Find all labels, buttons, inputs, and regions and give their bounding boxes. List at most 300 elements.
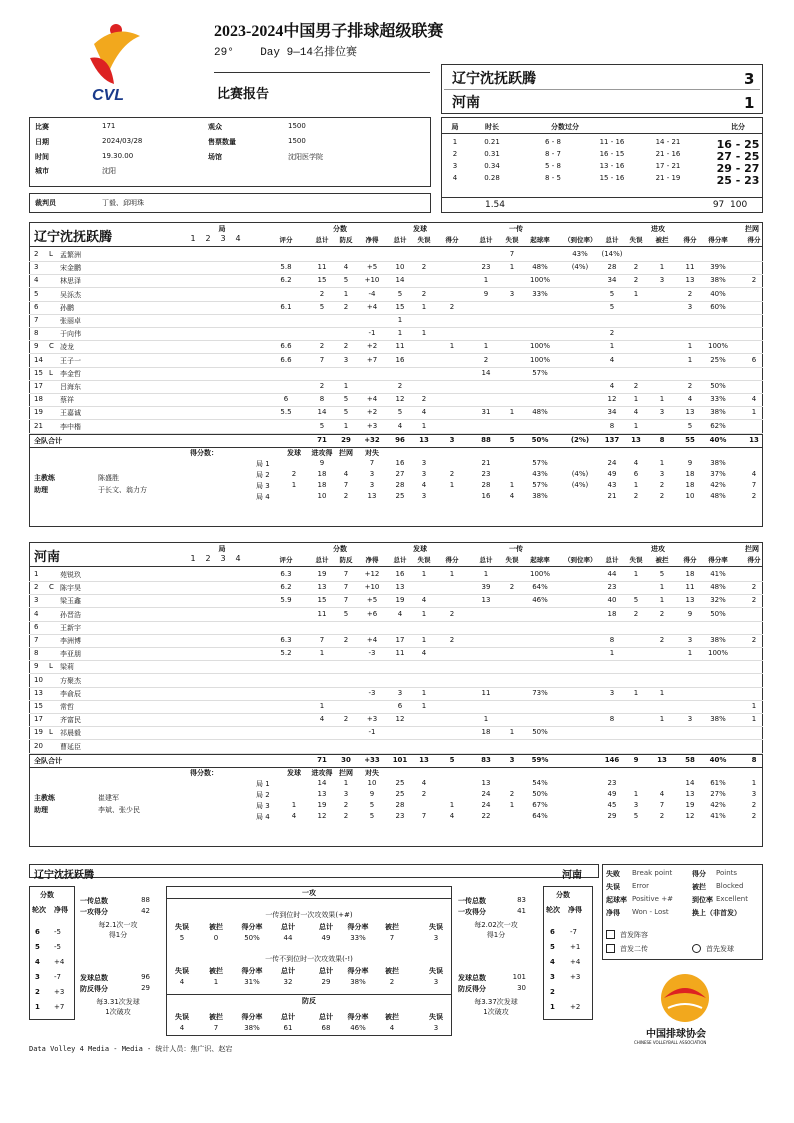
- set-row-cell: 12: [317, 811, 327, 820]
- stat-cell: 3: [687, 302, 693, 311]
- stat-cell: 5: [609, 289, 615, 298]
- yc-df-label: 一攻得分: [80, 908, 108, 916]
- col-set: 局: [218, 225, 226, 233]
- stat-cell: 11: [317, 263, 327, 272]
- stat-cell: 1: [633, 570, 639, 578]
- col-val: 0: [213, 934, 219, 942]
- stat-cell: 40: [607, 596, 617, 605]
- stat-cell: +2: [366, 408, 378, 417]
- set-row-cell: 43: [607, 480, 617, 489]
- set-row-cell: 16: [395, 458, 405, 467]
- rot-val: +1: [570, 943, 581, 951]
- set-row-cell: 23: [395, 811, 405, 820]
- yc-total: 88: [141, 896, 150, 904]
- set-row-cell: 3: [343, 789, 349, 798]
- col-header: 防反: [339, 236, 353, 244]
- stat-cell: 4: [397, 609, 403, 618]
- setter-box: [606, 944, 615, 953]
- player-number: 15: [34, 702, 43, 710]
- col-val: 7: [213, 1024, 219, 1032]
- legend-b3: 首先发球: [706, 945, 734, 953]
- stat-cell: +5: [366, 596, 378, 605]
- rot-val: +3: [54, 988, 65, 996]
- : [29, 274, 763, 275]
- : [29, 393, 763, 394]
- serve-circle: [692, 944, 701, 953]
- stat-cell: 1: [659, 395, 665, 404]
- stat-cell: 8: [609, 636, 615, 644]
- stat-cell: 7: [509, 250, 515, 258]
- stat-cell: 4: [633, 408, 639, 417]
- player-name: 蔡祥: [60, 396, 74, 405]
- stat-cell: 3: [659, 276, 665, 285]
- away-sets-won: 1: [744, 94, 755, 112]
- stat-cell: 1: [659, 583, 665, 592]
- stat-cell: 13: [685, 596, 695, 605]
- set-row-label: 局 2: [256, 790, 270, 799]
- player-name: 孙鹏: [60, 303, 74, 312]
- assistant-label: 助理: [34, 485, 48, 494]
- stat-cell: 11: [395, 342, 405, 351]
- stat-cell: 2: [421, 263, 427, 272]
- stat-cell: 2: [343, 715, 349, 724]
- col-group: 分数: [333, 225, 347, 233]
- set-cell: 13 - 16: [599, 162, 625, 170]
- player-name: 王新宇: [60, 623, 81, 632]
- stat-cell: 6.6: [280, 342, 292, 351]
- rot-lc: 轮次: [546, 906, 560, 914]
- legend-desc: Break point: [632, 869, 673, 877]
- stat-cell: 5: [659, 570, 665, 578]
- total-cell: +33: [364, 755, 380, 764]
- stat-cell: 12: [607, 395, 617, 404]
- set-cell: 1: [452, 138, 458, 146]
- stat-cell: 38%: [710, 276, 726, 285]
- ff: 29: [141, 984, 150, 992]
- total-cell: 58: [685, 755, 695, 764]
- time-label: 时间: [35, 153, 49, 161]
- home-team-name: 辽宁沈抚跃腾: [452, 71, 536, 87]
- player-name: 齐富民: [60, 716, 81, 725]
- col-val: 50%: [244, 934, 260, 942]
- set-row-cell: 29: [607, 811, 617, 820]
- player-number: 4: [34, 609, 39, 618]
- fq-note: 1次破攻: [483, 1008, 509, 1016]
- set-row-cell: 19: [685, 800, 695, 809]
- col-head: 得分率: [241, 1013, 263, 1021]
- col-header: 总计: [393, 556, 407, 564]
- points-col: 进攻得: [311, 768, 333, 777]
- set-row-cell: 2: [633, 491, 639, 500]
- col-val: 32: [283, 978, 293, 986]
- stat-cell: 7: [343, 596, 349, 605]
- total-cell: 3: [449, 435, 455, 444]
- player-name: 张丽卓: [60, 317, 81, 325]
- col-header: 总计: [605, 556, 619, 564]
- stat-cell: 5.8: [280, 263, 292, 272]
- col-set: 局: [218, 545, 226, 553]
- col-header: 得分: [747, 556, 761, 564]
- total-cell: 71: [317, 755, 327, 764]
- set-row-cell: 38%: [710, 458, 726, 467]
- player-name: 苑锐玖: [60, 571, 81, 579]
- col-header: 得分: [747, 236, 761, 244]
- player-number: 3: [34, 596, 39, 605]
- home-sets-won: 3: [744, 70, 755, 88]
- stat-cell: 2: [483, 355, 489, 364]
- col-head: 失误: [429, 1013, 443, 1021]
- stat-cell: 2: [633, 276, 639, 285]
- set-row-cell: 1: [291, 480, 297, 489]
- stat-cell: 1: [659, 688, 665, 697]
- stat-cell: 2: [751, 276, 757, 285]
- col-header: 失误: [417, 556, 431, 564]
- stat-cell: 19: [317, 570, 327, 578]
- col-header: 被拦: [655, 556, 669, 564]
- set-row-cell: 1: [509, 800, 515, 809]
- rot-num: 4: [550, 958, 555, 966]
- report-label: 比赛报告: [217, 87, 270, 102]
- player-name: 祁晨毅: [60, 729, 81, 738]
- set-row-cell: 2: [343, 491, 349, 500]
- stat-cell: 1: [449, 570, 455, 578]
- cvl-logo: [80, 14, 152, 106]
- total-cell: 8: [659, 435, 665, 444]
- stat-cell: 2: [449, 636, 455, 644]
- player-name: 李俞辰: [60, 689, 81, 698]
- stat-cell: 1: [343, 421, 349, 430]
- stat-cell: +4: [366, 395, 378, 404]
- col-set-num: 1: [190, 234, 196, 243]
- match-date: 2024/03/28: [102, 137, 143, 145]
- set-cell: 27 - 25: [716, 150, 760, 163]
- col-header: （到位率）: [564, 556, 597, 564]
- set-cell: 21 - 16: [655, 150, 681, 158]
- player-role: L: [49, 662, 53, 671]
- stat-cell: 1: [687, 355, 693, 364]
- sub-title: 一传到位时一次攻效果(+#): [265, 911, 353, 919]
- stat-cell: 33%: [532, 289, 548, 298]
- set-row-cell: 7: [751, 480, 757, 489]
- stat-cell: +2: [366, 342, 378, 351]
- stat-cell: 48%: [532, 408, 548, 417]
- stat-cell: 6.6: [280, 355, 292, 364]
- col-header: 失误: [629, 556, 643, 564]
- set-row-cell: 2: [343, 811, 349, 820]
- player-number: 14: [34, 355, 43, 364]
- yc-note: 得1分: [108, 931, 128, 939]
- stat-cell: 11: [685, 583, 695, 592]
- col-header: 起球率: [530, 236, 550, 244]
- col-head: 总计: [281, 923, 295, 931]
- col-head: 得分率: [241, 923, 263, 931]
- set-cell: 8 - 7: [545, 150, 561, 158]
- set-cell: 16 - 25: [716, 138, 760, 151]
- fq-total: 101: [512, 973, 526, 981]
- col-head: 被拦: [385, 1013, 399, 1021]
- stat-cell: 4: [751, 395, 757, 404]
- player-number: 6: [34, 302, 39, 311]
- stat-cell: 38%: [710, 408, 726, 417]
- match-info: [29, 117, 431, 187]
- stat-cell: +3: [366, 421, 378, 430]
- stat-cell: +6: [366, 609, 378, 618]
- stat-cell: 62%: [710, 421, 726, 430]
- stat-cell: 4: [421, 649, 427, 658]
- col-group: 分数: [333, 545, 347, 553]
- : [29, 713, 763, 714]
- stat-cell: 2: [319, 382, 325, 390]
- total-cell: 59%: [531, 755, 549, 764]
- set-row-cell: 25: [395, 789, 405, 798]
- : [29, 739, 763, 740]
- player-number: 3: [34, 263, 39, 272]
- stat-cell: 5: [397, 408, 403, 417]
- stat-cell: 1: [421, 329, 427, 338]
- col-set-num: 4: [235, 234, 241, 243]
- head-coach: 陈盛胜: [98, 473, 119, 482]
- set-row-cell: 28: [481, 480, 491, 489]
- rot-num: 1: [35, 1003, 40, 1011]
- set-row-cell: 18: [685, 480, 695, 489]
- player-number: 17: [34, 382, 43, 390]
- cva-name: 中国排球协会: [646, 1029, 706, 1040]
- stat-cell: 1: [397, 329, 403, 338]
- set-row-cell: 57%: [532, 458, 548, 467]
- points-col: 对失: [365, 448, 379, 457]
- total-cell: 137: [604, 435, 620, 444]
- set-cell: 8 - 5: [545, 174, 561, 182]
- set-row-cell: 3: [659, 469, 665, 478]
- : [29, 367, 763, 368]
- col-header: 失误: [629, 236, 643, 244]
- col-header: 总计: [479, 236, 493, 244]
- player-number: 4: [34, 276, 39, 285]
- stat-cell: 2: [751, 583, 757, 592]
- away-team-name: 河南: [452, 95, 480, 111]
- stat-cell: 100%: [529, 570, 550, 578]
- set-row-cell: 43%: [532, 469, 548, 478]
- set-row-cell: 13: [317, 789, 327, 798]
- stat-cell: -1: [368, 329, 376, 338]
- player-name: 于向伟: [60, 330, 81, 339]
- fq-total-label: 发球总数: [458, 974, 486, 982]
- col-val: 49: [321, 934, 331, 942]
- fq-total: 96: [141, 973, 150, 981]
- stat-cell: 1: [509, 263, 515, 272]
- stat-cell: 8: [609, 421, 615, 430]
- set-row-cell: 5: [369, 800, 375, 809]
- yc-total-label: 一传总数: [80, 897, 108, 905]
- referees: 丁毅、邱明珠: [102, 199, 144, 207]
- stat-cell: 2: [633, 263, 639, 272]
- stat-cell: 7: [319, 355, 325, 364]
- stat-cell: 5: [343, 609, 349, 618]
- sets-header: 局: [451, 123, 459, 131]
- player-name: 李金哲: [60, 369, 81, 378]
- stat-cell: 34: [607, 276, 617, 285]
- cva-logo: [658, 972, 712, 1024]
- yc-total-label: 一传总数: [458, 897, 486, 905]
- player-number: 1: [34, 570, 39, 578]
- stat-cell: 32%: [710, 596, 726, 605]
- stat-cell: 13: [685, 408, 695, 417]
- yc-df: 41: [517, 907, 526, 915]
- referee-box: [29, 193, 431, 213]
- set-row-cell: 22: [481, 811, 491, 820]
- stat-cell: 100%: [529, 342, 550, 351]
- stat-cell: 6.2: [280, 276, 292, 285]
- fq-note: 每3.31次发球: [96, 998, 140, 1006]
- set-cell: 17 - 21: [655, 162, 681, 170]
- stat-cell: 2: [751, 596, 757, 605]
- yc-note: 每2.02次一攻: [474, 921, 518, 929]
- stat-cell: 5: [397, 289, 403, 298]
- col-head: 失误: [175, 923, 189, 931]
- set-row-cell: 49: [607, 789, 617, 798]
- page-subtitle: 29° Day 9—14名排位赛: [214, 47, 358, 59]
- col-header: 得分率: [708, 236, 728, 244]
- col-head: 被拦: [209, 923, 223, 931]
- : [29, 594, 763, 595]
- player-name: 孙晋浩: [60, 610, 81, 619]
- stat-cell: 3: [397, 688, 403, 697]
- stat-cell: 60%: [710, 302, 726, 311]
- rot-val: +2: [570, 1003, 581, 1011]
- paid-label: 售票数量: [208, 138, 236, 146]
- legend-key: 失误: [606, 883, 620, 891]
- stat-cell: 3: [343, 355, 349, 364]
- player-role: L: [49, 250, 53, 258]
- legend-key: 被拦: [692, 883, 706, 891]
- set-row-cell: 14: [685, 778, 695, 787]
- venue: 沈阳医学院: [288, 153, 323, 161]
- col-val: 31%: [244, 978, 260, 986]
- total-cell: 50%: [531, 435, 549, 444]
- player-number: 19: [34, 728, 43, 737]
- : [29, 301, 763, 302]
- rot-num: 1: [550, 1003, 555, 1011]
- stat-cell: 1: [609, 649, 615, 658]
- set-row-cell: 2: [659, 811, 665, 820]
- legend-key: 到位率: [692, 896, 713, 904]
- stat-cell: 3: [659, 408, 665, 417]
- player-name: 李洲博: [60, 637, 81, 645]
- set-row-cell: 2: [421, 789, 427, 798]
- player-number: 18: [34, 395, 43, 404]
- col-head: 得分率: [347, 923, 369, 931]
- coach-label: 主教练: [34, 793, 55, 802]
- player-name: 吴泺杰: [60, 290, 81, 299]
- stat-cell: 2: [509, 583, 515, 592]
- total-cell: 13: [419, 755, 429, 764]
- total-cell: 30: [341, 755, 351, 764]
- points-col: 发球: [287, 448, 301, 457]
- set-row-cell: 49: [607, 469, 617, 478]
- set-cell: 6 - 8: [545, 138, 561, 146]
- rot-num: 3: [550, 973, 555, 981]
- rot-num: 4: [35, 958, 40, 966]
- set-row-cell: 4: [421, 778, 427, 787]
- legend-b2: 首发二传: [620, 945, 648, 953]
- col-set-num: 1: [190, 554, 196, 563]
- stat-cell: 2: [343, 342, 349, 351]
- stat-cell: 4: [687, 395, 693, 404]
- stat-cell: 1: [421, 702, 427, 710]
- stat-cell: +7: [366, 355, 378, 364]
- col-head: 总计: [319, 923, 333, 931]
- total-label: 全队合计: [34, 756, 62, 765]
- rot-val: +7: [54, 1003, 65, 1011]
- stat-cell: 46%: [532, 596, 548, 605]
- stat-cell: 14: [317, 408, 327, 417]
- stat-cell: 2: [609, 329, 615, 338]
- set-row-cell: 3: [369, 469, 375, 478]
- match-time: 19.30.00: [102, 152, 134, 160]
- stat-cell: 73%: [532, 688, 548, 697]
- fq-note: 1次破攻: [105, 1008, 131, 1016]
- set-row-label: 局 1: [256, 779, 270, 788]
- col-set-num: 2: [205, 554, 211, 563]
- set-row-cell: 12: [685, 811, 695, 820]
- col-group: 进攻: [651, 225, 665, 233]
- player-name: 常哲: [60, 703, 74, 711]
- col-group: 一传: [509, 225, 523, 233]
- col-head: 得分率: [347, 1013, 369, 1021]
- col-val: 3: [433, 1024, 439, 1032]
- : [29, 566, 763, 567]
- set-row-cell: 45: [607, 800, 617, 809]
- set-row-cell: 23: [481, 469, 491, 478]
- stat-cell: 1: [421, 302, 427, 311]
- stat-cell: 1: [397, 316, 403, 324]
- stat-cell: 2: [659, 609, 665, 618]
- date-label: 日期: [35, 138, 49, 146]
- : [29, 246, 763, 247]
- stat-cell: 4: [343, 263, 349, 272]
- stat-cell: 1: [449, 342, 455, 351]
- col-header: 失误: [417, 236, 431, 244]
- col-header: 净得: [365, 236, 379, 244]
- set-row-cell: 3: [421, 469, 427, 478]
- set-row-cell: 7: [343, 480, 349, 489]
- col-head: 失误: [175, 967, 189, 975]
- stat-cell: 10: [395, 263, 405, 272]
- stat-cell: 2: [343, 636, 349, 644]
- stat-cell: 41%: [710, 570, 726, 578]
- set-row-cell: 18: [685, 469, 695, 478]
- legend-desc: Points: [716, 869, 738, 877]
- set-row-cell: 3: [421, 491, 427, 500]
- stat-cell: 1: [633, 395, 639, 404]
- stat-cell: (4%): [571, 263, 589, 272]
- summary-header: [29, 864, 599, 878]
- stat-cell: 50%: [532, 728, 548, 737]
- total-duration: 1.54: [484, 200, 506, 210]
- set-row-cell: 2: [751, 491, 757, 500]
- stat-cell: 1: [421, 636, 427, 644]
- col-group: 拦网: [745, 225, 759, 233]
- stat-cell: 2: [687, 289, 693, 298]
- set-row-label: 局 4: [256, 812, 270, 821]
- : [29, 687, 763, 688]
- : [29, 419, 763, 420]
- set-cell: 21 - 19: [655, 174, 681, 182]
- stat-cell: 11: [481, 688, 491, 697]
- col-val: 3: [433, 978, 439, 986]
- set-row-cell: 3: [751, 789, 757, 798]
- legend-desc: Error: [632, 882, 650, 890]
